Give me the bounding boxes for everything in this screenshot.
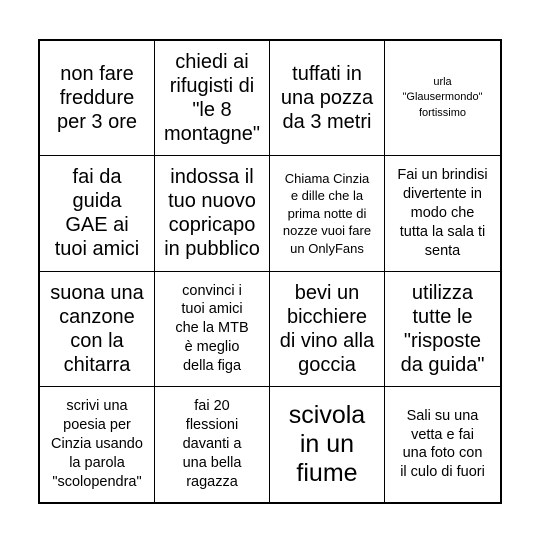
bingo-cell[interactable]: [155, 156, 270, 271]
cell-text: scrivi una poesia per Cinzia usando la parola "scolopendra": [51, 398, 143, 490]
bingo-cell[interactable]: [155, 41, 270, 156]
cell-text: fai da guida GAE ai tuoi amici: [54, 166, 140, 261]
bingo-cell[interactable]: [385, 272, 500, 387]
cell-text: bevi un bicchiere di vino alla goccia: [279, 281, 375, 376]
bingo-cell[interactable]: [270, 272, 385, 387]
bingo-cell[interactable]: [40, 156, 155, 271]
cell-text: urla "Glausermondo" fortissimo: [402, 76, 483, 119]
bingo-cell[interactable]: [40, 41, 155, 156]
cell-text: Fai un brindisi divertente in modo che tutta la sala ti senta: [397, 167, 488, 259]
cell-text: convinci i tuoi amici che la MTB è meglio della figa: [175, 282, 249, 374]
cell-text: suona una canzone con la chitarra: [50, 281, 144, 376]
cell-text: chiedi ai rifugisti di "le 8 montagne": [163, 51, 261, 146]
cell-text: scivola in un fiume: [288, 401, 366, 487]
bingo-cell[interactable]: [40, 272, 155, 387]
bingo-cell[interactable]: [40, 387, 155, 502]
cell-text: non fare freddure per 3 ore: [56, 63, 138, 134]
bingo-cell[interactable]: [385, 156, 500, 271]
bingo-cell[interactable]: [385, 387, 500, 502]
bingo-cell[interactable]: [270, 387, 385, 502]
bingo-cell[interactable]: [155, 272, 270, 387]
bingo-cell[interactable]: [270, 41, 385, 156]
bingo-cell[interactable]: [385, 41, 500, 156]
bingo-cell[interactable]: [155, 387, 270, 502]
cell-text: utilizza tutte le "risposte da guida": [400, 281, 485, 376]
bingo-board: [38, 39, 502, 504]
cell-text: tuffati in una pozza da 3 metri: [280, 63, 374, 134]
cell-text: Chiama Cinzia e dille che la prima notte di nozze vuoi fare un OnlyFans: [282, 170, 372, 256]
cell-text: fai 20 flessioni davanti a una bella ragazza: [182, 398, 242, 490]
cell-text: Sali su una vetta e fai una foto con il culo di fuori: [400, 407, 485, 481]
cell-text: indossa il tuo nuovo copricapo in pubblico: [164, 166, 260, 261]
bingo-cell[interactable]: [270, 156, 385, 271]
